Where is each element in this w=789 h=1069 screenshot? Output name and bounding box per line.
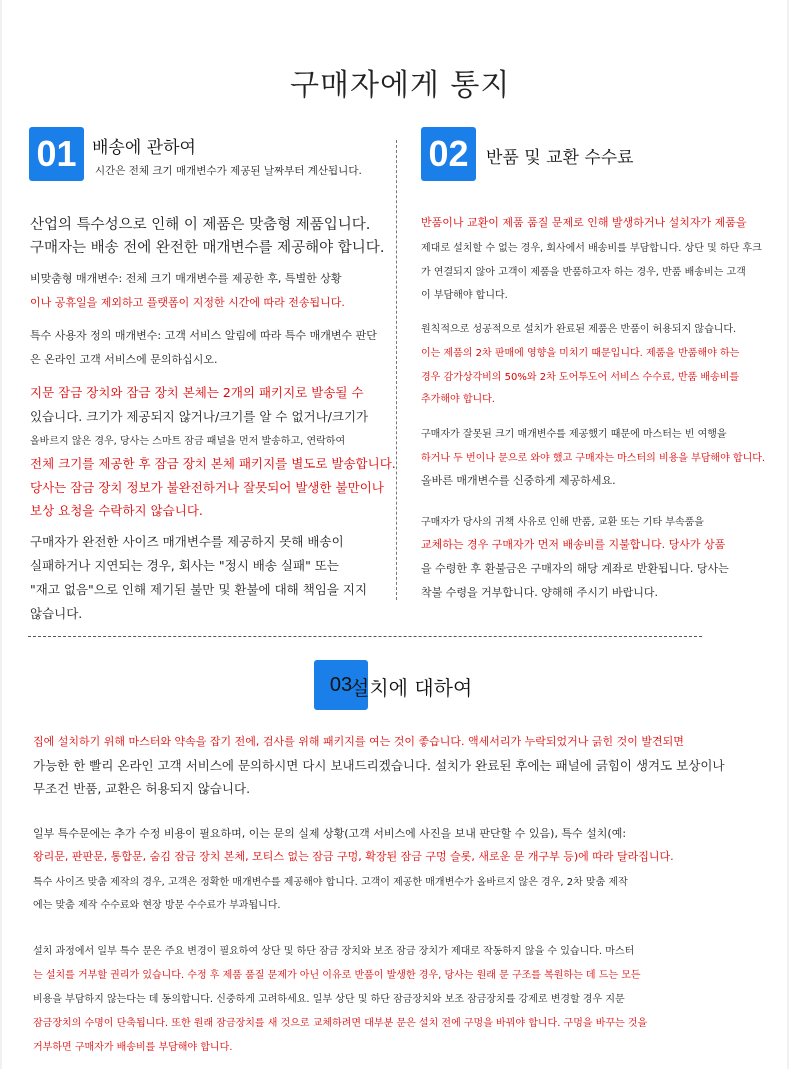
bottom-line: 는 설치를 거부할 권리가 있습니다. 수정 후 제품 품질 문제가 아닌 이유로 반품이 발생한 경우, 당사는 원래 문 구조를 복원하는 데 드는 모든	[33, 970, 641, 981]
bottom-line: 집에 설치하기 위해 마스터와 약속을 잡기 전에, 검사를 위해 패키지를 여는 것이 좋습니다. 액세서리가 누락되었거나 긁힌 것이 발견되면	[33, 735, 684, 748]
right-line: 교체하는 경우 구매자가 먼저 배송비를 지불합니다. 당사가 상품	[421, 538, 726, 551]
right-line: 올바른 매개변수를 신중하게 제공하세요.	[421, 474, 616, 487]
right-line: 이 부담해야 합니다.	[421, 290, 508, 301]
right-line: 제대로 설치할 수 없는 경우, 회사에서 배송비를 부담합니다. 상단 및 하단 후크	[421, 243, 762, 254]
bottom-line: 무조건 반품, 교환은 허용되지 않습니다.	[33, 781, 251, 796]
left-line: 전체 크기를 제공한 후 잠금 장치 본체 패키지를 별도로 발송합니다.	[30, 456, 396, 471]
left-edge	[0, 0, 2, 1069]
section-3-title: 설치에 대하여	[350, 676, 473, 700]
left-line: 올바르지 않은 경우, 당사는 스마트 잠금 패널을 먼저 발송하고, 연락하여	[30, 436, 346, 447]
bottom-line: 왕리문, 판판문, 통합문, 숨김 잠금 장치 본체, 모티스 없는 잠금 구멍, 확장된 잠금 구멍 슬롯, 새로운 문 개구부 등)에 따라 달라집니다.	[33, 850, 674, 863]
left-line: 산업의 특수성으로 인해 이 제품은 맞춤형 제품입니다.	[30, 217, 371, 233]
right-line: 추가해야 합니다.	[421, 394, 495, 405]
left-line: "재고 없음"으로 인해 제기된 불만 및 환불에 대해 책임을 지지	[30, 582, 368, 597]
left-line: 지문 잠금 장치와 잠금 장치 본체는 2개의 패키지로 발송될 수	[30, 385, 364, 400]
section-1-badge: 01	[29, 127, 84, 181]
page-title: 구매자에게 통지	[290, 68, 511, 103]
left-line: 구매자가 완전한 사이즈 매개변수를 제공하지 못해 배송이	[30, 534, 344, 549]
right-line: 구매자가 당사의 귀책 사유로 인해 반품, 교환 또는 기타 부속품을	[421, 517, 704, 528]
bottom-line: 일부 특수문에는 추가 수정 비용이 필요하며, 이는 문의 실제 상황(고객 서비스에 사진을 보내 판단할 수 있음), 특수 설치(예:	[33, 827, 627, 840]
right-line: 원칙적으로 성공적으로 설치가 완료된 제품은 반품이 허용되지 않습니다.	[421, 324, 737, 335]
left-line: 않습니다.	[30, 606, 83, 621]
bottom-line: 에는 맞춤 제작 수수료와 현장 방문 수수료가 부과됩니다.	[33, 900, 281, 911]
right-line: 하거나 두 번이나 문으로 와야 했고 구매자는 마스터의 비용을 부담해야 합니다.	[421, 453, 766, 464]
left-line: 보상 요청을 수락하지 않습니다.	[30, 503, 203, 518]
right-line: 가 연결되지 않아 고객이 제품을 반품하고자 하는 경우, 반품 배송비는 고객	[421, 267, 746, 278]
bottom-line: 설치 과정에서 일부 특수 문은 주요 변경이 필요하여 상단 및 하단 잠금 장치와 보조 잠금 장치가 제대로 작동하지 않을 수 있습니다. 마스터	[33, 946, 635, 957]
left-line: 있습니다. 크기가 제공되지 않거나/크기를 알 수 없거나/크기가	[30, 409, 369, 424]
section-1-subtitle: 시간은 전체 크기 매개변수가 제공된 날짜부터 계산됩니다.	[95, 165, 362, 177]
section-2-badge: 02	[421, 127, 476, 181]
left-line: 특수 사용자 정의 매개변수: 고객 서비스 알림에 따라 특수 매개변수 판단	[30, 329, 377, 342]
section-2-title: 반품 및 교환 수수료	[486, 148, 634, 168]
section-1-title: 배송에 관하여	[92, 138, 196, 158]
right-line: 경우 감가상각비의 50%와 2차 도어투도어 서비스 수수료, 반품 배송비를	[421, 372, 740, 383]
left-line: 실패하거나 지연되는 경우, 회사는 "정시 배송 실패" 또는	[30, 558, 339, 573]
left-line: 이나 공휴일을 제외하고 플랫폼이 지정한 시간에 따라 전송됩니다.	[30, 296, 345, 309]
right-line: 착불 수령을 거부합니다. 양해해 주시기 바랍니다.	[421, 586, 658, 599]
column-divider	[396, 140, 397, 600]
bottom-line: 특수 사이즈 맞춤 제작의 경우, 고객은 정확한 매개변수를 제공해야 합니다. 고객이 제공한 매개변수가 올바르지 않은 경우, 2차 맞춤 제작	[33, 877, 628, 888]
section-divider	[28, 636, 702, 637]
left-line: 비맞춤형 매개변수: 전체 크기 매개변수를 제공한 후, 특별한 상황	[30, 272, 342, 285]
left-line: 은 온라인 고객 서비스에 문의하십시오.	[30, 353, 218, 366]
left-line: 당사는 잠금 장치 정보가 불완전하거나 잘못되어 발생한 불만이나	[30, 480, 384, 495]
right-line: 반품이나 교환이 제품 품질 문제로 인해 발생하거나 설치자가 제품을	[421, 216, 747, 229]
bottom-line: 잠금장치의 수명이 단축됩니다. 또한 원래 잠금장치를 새 것으로 교체하려면 대부분 문은 설치 전에 구멍을 바꿔야 합니다. 구멍을 바꾸는 것을	[33, 1018, 648, 1029]
right-line: 을 수령한 후 환불금은 구매자의 해당 계좌로 반환됩니다. 당사는	[421, 562, 729, 575]
bottom-line: 비용을 부담하지 않는다는 데 동의합니다. 신중하게 고려하세요. 일부 상단 및 하단 잠금장치와 보조 잠금장치를 강제로 변경할 경우 지문	[33, 994, 625, 1005]
left-line: 구매자는 배송 전에 완전한 매개변수를 제공해야 합니다.	[30, 240, 385, 256]
right-line: 구매자가 잘못된 크기 매개변수를 제공했기 때문에 마스터는 빈 여행을	[421, 429, 727, 440]
bottom-line: 가능한 한 빨리 온라인 고객 서비스에 문의하시면 다시 보내드리겠습니다. 설치가 완료된 후에는 패널에 긁힘이 생겨도 보상이나	[33, 758, 725, 773]
right-line: 이는 제품의 2차 판매에 영향을 미치기 때문입니다. 제품을 반품해야 하는	[421, 348, 740, 359]
section-3-badge: 03	[314, 660, 368, 710]
bottom-line: 거부하면 구매자가 배송비를 부담해야 합니다.	[33, 1042, 233, 1053]
